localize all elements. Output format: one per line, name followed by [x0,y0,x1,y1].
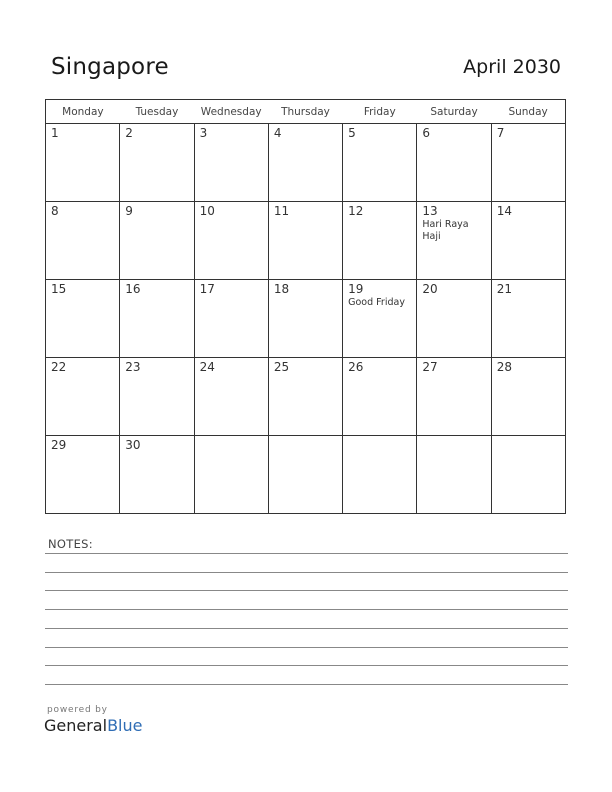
day-cell[interactable] [268,202,342,280]
day-cell[interactable] [343,202,417,280]
day-number: 17 [199,282,215,296]
note-line [45,665,568,666]
day-number: 8 [51,204,59,218]
day-number: 13 [422,204,438,218]
day-cell[interactable] [120,124,194,202]
week-row [46,124,566,202]
day-number: 28 [496,360,512,374]
holiday-label: Hari Raya Haji [422,219,469,242]
day-cell[interactable] [491,124,565,202]
weekday-header: Thursday [268,100,342,124]
weekday-header: Monday [46,100,120,124]
day-cell[interactable] [417,124,491,202]
day-number: 22 [51,360,67,374]
day-number: 15 [51,282,67,296]
day-number: 19 [348,282,364,296]
day-cell[interactable] [194,436,268,514]
day-number: 18 [273,282,290,296]
day-cell[interactable] [46,436,120,514]
weekday-header: Saturday [417,100,491,124]
day-number: 30 [125,438,141,452]
brand-blue: Blue [107,716,143,735]
day-cell[interactable] [46,202,120,280]
weekday-header: Friday [343,100,417,124]
day-cell[interactable] [491,202,565,280]
day-number: 24 [199,360,215,374]
day-cell[interactable] [120,436,194,514]
day-cell[interactable] [417,202,491,280]
weekday-header: Wednesday [194,100,268,124]
brand-logo[interactable] [44,716,142,735]
note-line [45,590,568,591]
note-line [45,684,568,685]
calendar-grid [45,99,566,514]
day-cell[interactable] [120,358,194,436]
day-number: 25 [273,360,290,374]
day-cell[interactable] [491,436,565,514]
day-cell[interactable] [417,280,491,358]
note-line [45,647,568,648]
note-line [45,609,568,610]
day-number: 11 [273,204,290,218]
weekday-header: Sunday [491,100,565,124]
holiday-label: Good Friday [348,297,405,308]
week-row [46,202,566,280]
day-number: 6 [422,126,431,140]
day-number: 10 [199,204,215,218]
powered-by-text: powered by [47,705,108,715]
day-number: 7 [496,126,505,140]
day-number: 3 [199,126,208,140]
day-number: 12 [348,204,364,218]
week-row [46,436,566,514]
day-cell[interactable] [268,436,342,514]
day-cell[interactable] [194,358,268,436]
day-cell[interactable] [343,124,417,202]
brand-general: General [44,716,108,735]
day-number: 26 [348,360,364,374]
note-line [45,628,568,629]
day-number: 14 [496,204,512,218]
day-number: 5 [348,126,356,140]
day-cell[interactable] [46,280,120,358]
day-cell[interactable] [343,436,417,514]
day-cell[interactable] [120,280,194,358]
day-cell[interactable] [46,358,120,436]
day-cell[interactable] [120,202,194,280]
day-cell[interactable] [268,358,342,436]
day-number: 2 [125,126,133,140]
day-cell[interactable] [491,358,565,436]
day-cell[interactable] [194,124,268,202]
day-cell[interactable] [194,202,268,280]
day-number: 9 [125,204,133,218]
day-cell[interactable] [268,124,342,202]
day-cell[interactable] [194,280,268,358]
day-cell[interactable] [491,280,565,358]
country-title: Singapore [51,54,169,80]
day-number: 4 [273,126,282,140]
day-cell[interactable] [343,280,417,358]
day-number: 16 [125,282,141,296]
weekday-header: Tuesday [120,100,194,124]
day-number: 23 [125,360,141,374]
day-cell[interactable] [417,436,491,514]
weekday-header-row [46,100,566,124]
day-number: 29 [51,438,67,452]
day-cell[interactable] [268,280,342,358]
notes-label: NOTES: [48,537,93,551]
note-line [45,572,568,573]
day-number: 1 [51,126,59,140]
month-title: April 2030 [463,56,561,78]
week-row [46,358,566,436]
day-number: 21 [496,282,512,296]
day-cell[interactable] [417,358,491,436]
day-number: 20 [422,282,438,296]
day-cell[interactable] [46,124,120,202]
day-cell[interactable] [343,358,417,436]
week-row [46,280,566,358]
day-number: 27 [422,360,438,374]
note-line [45,553,568,554]
